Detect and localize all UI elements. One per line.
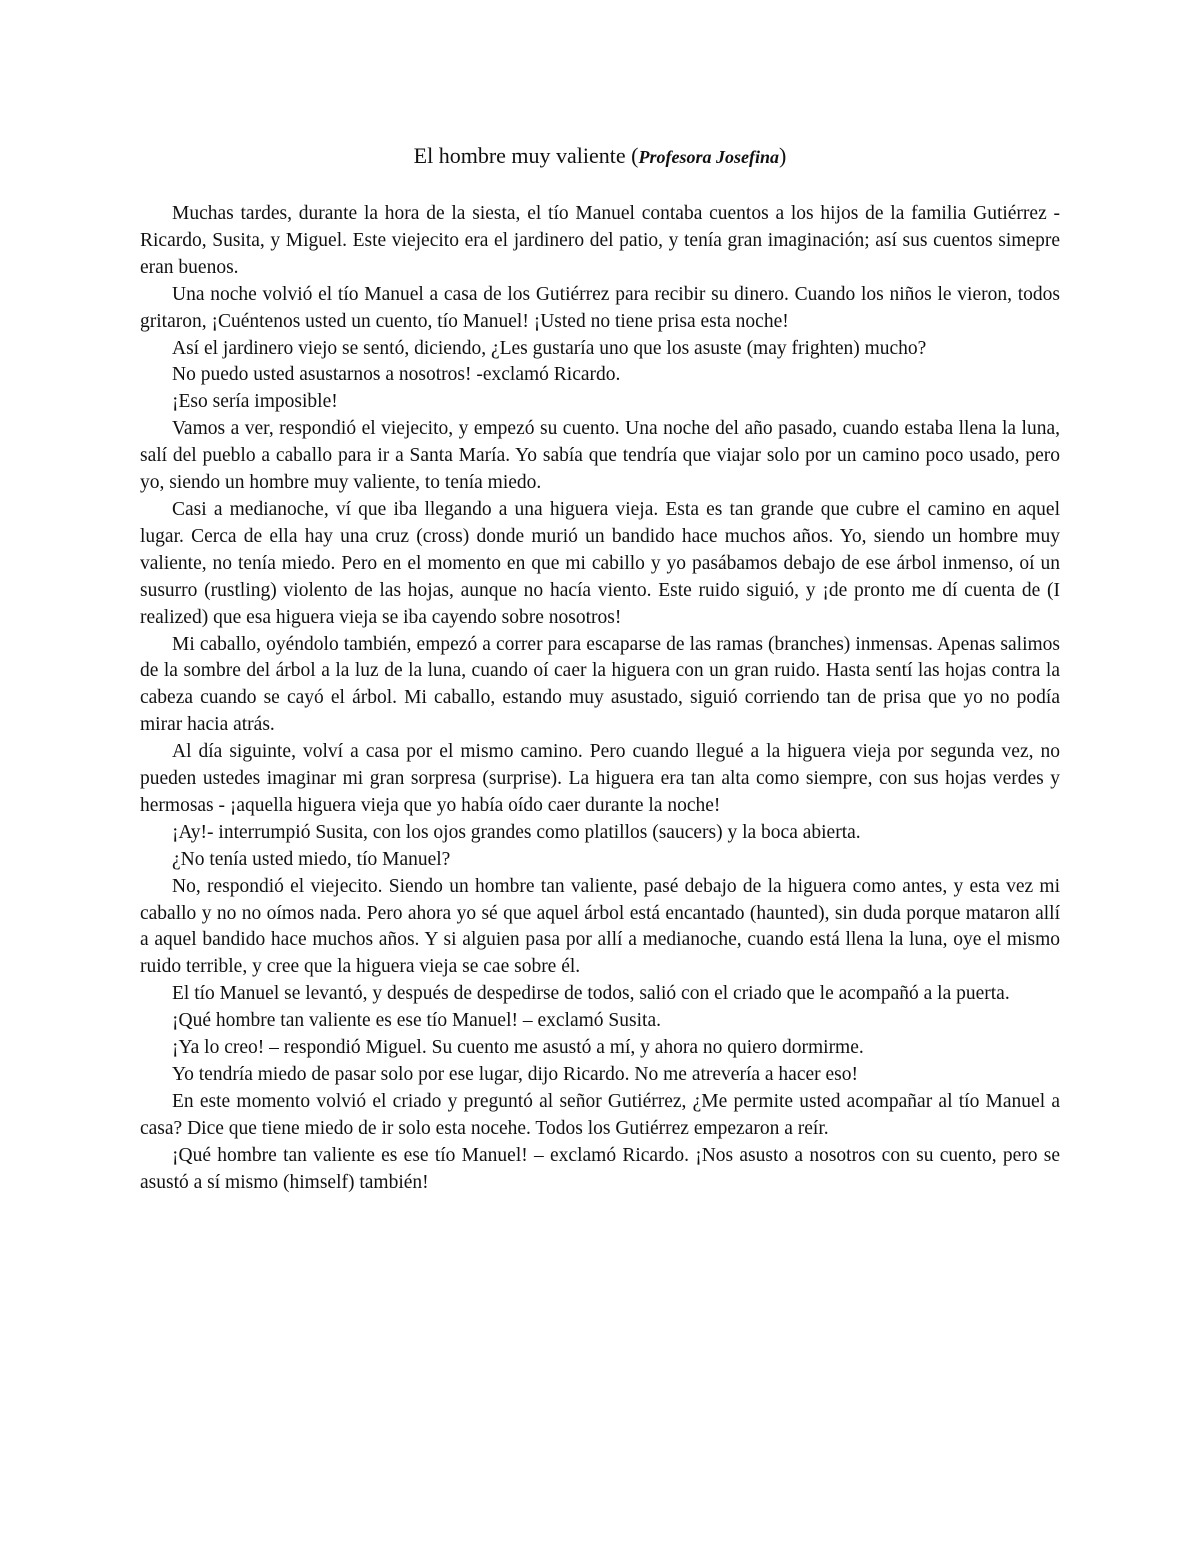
paragraph: No, respondió el viejecito. Siendo un hombre tan valiente, pasé debajo de la higuera como antes, y esta vez mi caballo y no no oímos nada. Pero ahora yo sé que aquel árbol está encantado (haunted), sin duda porque mataron allí a aquel bandido hace muchos años. Y si alguien pasa por allí a medianoche, cuando está llena la luna, oye el mismo ruido terrible, y cree que la higuera vieja se cae sobre él. — [140, 875, 1060, 978]
paragraph: ¡Ay!- interrumpió Susita, con los ojos grandes como platillos (saucers) y la boca abierta. — [172, 821, 861, 843]
story-title: El hombre muy valiente — [413, 143, 626, 168]
paragraph: Así el jardinero viejo se sentó, diciendo, ¿Les gustaría uno que los asuste (may frighten) mucho? — [172, 337, 927, 359]
paragraph: ¡Qué hombre tan valiente es ese tío Manuel! – exclamó Susita. — [172, 1010, 661, 1032]
paragraph: ¡Qué hombre tan valiente es ese tío Manuel! – exclamó Ricardo. ¡Nos asusto a nosotros con su cuento, pero se asustó a sí mismo (himself) también! — [140, 1144, 1060, 1193]
paragraph: Vamos a ver, respondió el viejecito, y empezó su cuento. Una noche del año pasado, cuando estaba llena la luna, salí del pueblo a caballo para ir a Santa María. Yo sabía que tendría que viajar solo por un camino poco usado, pero yo, siendo un hombre muy valiente, to tenía miedo. — [140, 418, 1060, 494]
paragraph: Muchas tardes, durante la hora de la siesta, el tío Manuel contaba cuentos a los hijos de la familia Gutiérrez - Ricardo, Susita, y Miguel. Este viejecito era el jardinero del patio, y tenía gran imaginación; así sus cuentos simepre eran buenos. — [140, 203, 1060, 278]
paragraph: En este momento volvió el criado y preguntó al señor Gutiérrez, ¿Me permite usted acompañar al tío Manuel a casa? Dice que tiene miedo de ir solo esta nocehe. Todos los Gutiérrez empezaron a reír. — [140, 1090, 1060, 1139]
paragraph: ¡Ya lo creo! – respondió Miguel. Su cuento me asustó a mí, y ahora no quiero dormirme. — [172, 1037, 864, 1059]
paragraph: Casi a medianoche, ví que iba llegando a una higuera vieja. Esta es tan grande que cubre el camino en aquel lugar. Cerca de ella hay una cruz (cross) donde murió un bandido hace muchos años. Yo, siendo un hombre muy valiente, no tenía miedo. Pero en el momento en que mi cabillo y yo pasábamos debajo de ese árbol inmenso, oí un susurro (rustling) violento de las hojas, aunque no hacía viento. Este ruido siguió, y ¡de pronto me dí cuenta de (I realized) que esa higuera vieja se iba cayendo sobre nosotros! — [140, 498, 1060, 628]
paragraph: Mi caballo, oyéndolo también, empezó a correr para escaparse de las ramas (branches) inmensas. Apenas salimos de la sombre del árbol a la luz de la luna, cuando oí caer la higuera con un gran ruido. Hasta sentí las hojas contra la cabeza cuando se cayó el árbol. Mi caballo, estando muy asustado, siguió corriendo tan de prisa que yo no podía mirar hacia atrás. — [140, 633, 1060, 736]
page-title: El hombre muy valiente (Profesora Josefina) — [413, 143, 787, 168]
story-body — [140, 201, 1060, 1197]
document-page — [140, 140, 1060, 1197]
paragraph: Al día siguinte, volví a casa por el mismo camino. Pero cuando llegué a la higuera vieja por segunda vez, no pueden ustedes imaginar mi gran sorpresa (surprise). La higuera era tan alta como siempre, con sus hojas verdes y hermosas - ¡aquella higuera vieja que yo había oído caer durante la noche! — [140, 741, 1060, 816]
author-name: Profesora Josefina — [638, 147, 779, 167]
paragraph: Yo tendría miedo de pasar solo por ese lugar, dijo Ricardo. No me atrevería a hacer eso! — [172, 1064, 859, 1085]
paragraph: ¿No tenía usted miedo, tío Manuel? — [172, 848, 451, 870]
paragraph: El tío Manuel se levantó, y después de despedirse de todos, salió con el criado que le acompañó a la puerta. — [172, 983, 1010, 1005]
paragraph: ¡Eso sería imposible! — [172, 391, 338, 413]
paragraph: No puedo usted asustarnos a nosotros! -exclamó Ricardo. — [172, 364, 621, 386]
paragraph: Una noche volvió el tío Manuel a casa de los Gutiérrez para recibir su dinero. Cuando los niños le vieron, todos gritaron, ¡Cuéntenos usted un cuento, tío Manuel! ¡Usted no tiene prisa esta noche! — [140, 283, 1060, 332]
